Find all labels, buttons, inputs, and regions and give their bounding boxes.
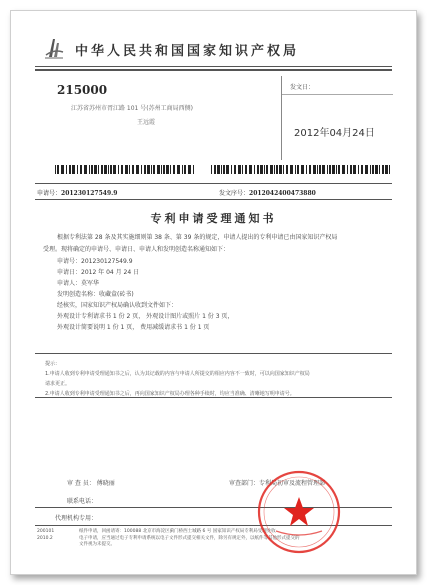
row-divider: [35, 199, 392, 200]
recipient-address: 江苏省苏州市胥江路 101 号(苏州工商局西侧): [71, 105, 193, 112]
recipient-name: 王远霞: [137, 119, 156, 126]
agency-label: 代理机构专用：: [55, 515, 98, 522]
examiner-name: 傅晓丽: [96, 480, 115, 487]
footer-text: 纸件申请，回函请寄：100088 北京市海淀区蓟门桥西土城路 6 号 国家知识产权局专利局受理处收: [79, 529, 276, 534]
notice-field: 外观设计简要说明 1 份 1 页， 费用减缓请求书 1 份 1 页: [57, 324, 210, 331]
notice-intro: [43, 232, 387, 255]
serial-number-row: [219, 188, 316, 197]
notice-field: 申请号：201230127549.9: [57, 258, 133, 265]
phone-label: 联系电话：: [67, 498, 98, 505]
document-frame: [10, 10, 417, 575]
serial-number: 2012042400473880: [249, 190, 316, 197]
notice-fields: [57, 256, 387, 333]
notice-field: 申请人：莫军华: [57, 280, 100, 287]
footer-code: 200101: [37, 529, 55, 534]
notes-divider: [35, 353, 392, 354]
issue-date-box: [281, 76, 393, 160]
footer-code: 2010.2: [37, 535, 53, 541]
notice-title: 专利申请受理通知书: [150, 212, 277, 225]
issue-date-label: 发文日：: [290, 84, 315, 91]
footer-text: 电子申请，应当通过电子专利申请系统以电子文件形式提交相关文件，除另有规定外，以纸件等其他形式提交的: [79, 535, 300, 541]
notice-intro-line: 受理。现将确定的申请号、申请日、申请人和发明创造名称通知如下：: [43, 245, 230, 253]
postcode: 215000: [57, 83, 108, 97]
application-number-row: [37, 188, 117, 197]
footer-code: [37, 542, 79, 549]
notice-intro-line: 根据专利法第 28 条及其实施细则第 38 条、第 39 条的规定，申请人提出的专利申请已由国家知识产权局: [57, 234, 338, 241]
official-seal-icon: [256, 469, 342, 555]
examiner-row: [67, 478, 115, 487]
application-number-label: 申请号：: [37, 190, 62, 197]
notes-section: [45, 359, 385, 399]
department-name: 专利局初审及流程管理部: [259, 480, 326, 487]
notice-field: 经核实，国家知识产权局确认收到文件如下：: [57, 302, 178, 309]
notes-item: 1.申请人收到专利申请受理通知书之后，认为其记载的内容与申请人所提交的相应内容不一致时，可以向国家知识产权局: [45, 371, 310, 377]
header-divider-thick: [35, 69, 392, 71]
barcode-divider: [35, 183, 392, 184]
notes-item: 2.申请人收到专利申请受理通知书之后，再向国家知识产权局办理各种手续时，均应当准确、清晰地写明申请号。: [45, 391, 295, 397]
notice-field: 申请日：2012 年 04 月 24 日: [57, 269, 140, 276]
notice-page: [23, 23, 404, 562]
issue-date: 2012年04月24日: [294, 128, 375, 139]
office-title: 中华人民共和国国家知识产权局: [75, 44, 300, 59]
notes-divider-bottom: [35, 397, 392, 398]
department-label: 审查部门：: [229, 480, 260, 487]
agency-row: [55, 513, 97, 522]
cnipa-logo-icon: [43, 35, 65, 59]
notes-label: 提示：: [45, 361, 61, 367]
examiner-label: 审 查 员：: [67, 480, 95, 487]
phone-row: [67, 496, 97, 505]
issue-date-divider: [282, 94, 393, 95]
footer-text: 文件视为未提交。: [79, 542, 115, 547]
header-divider: [35, 66, 392, 67]
notice-field: 外观设计专利请求书 1 份 2 页， 外观设计图片或照片 1 份 3 页，: [57, 313, 234, 320]
notes-item: 请求更正。: [45, 381, 71, 387]
barcode-right: [211, 165, 391, 174]
notice-field: 发明创造名称：收藏盒(砖书): [57, 291, 134, 298]
application-number: 201230127549.9: [61, 190, 118, 197]
serial-number-label: 发文序号：: [219, 190, 250, 197]
barcode-left: [55, 165, 195, 174]
